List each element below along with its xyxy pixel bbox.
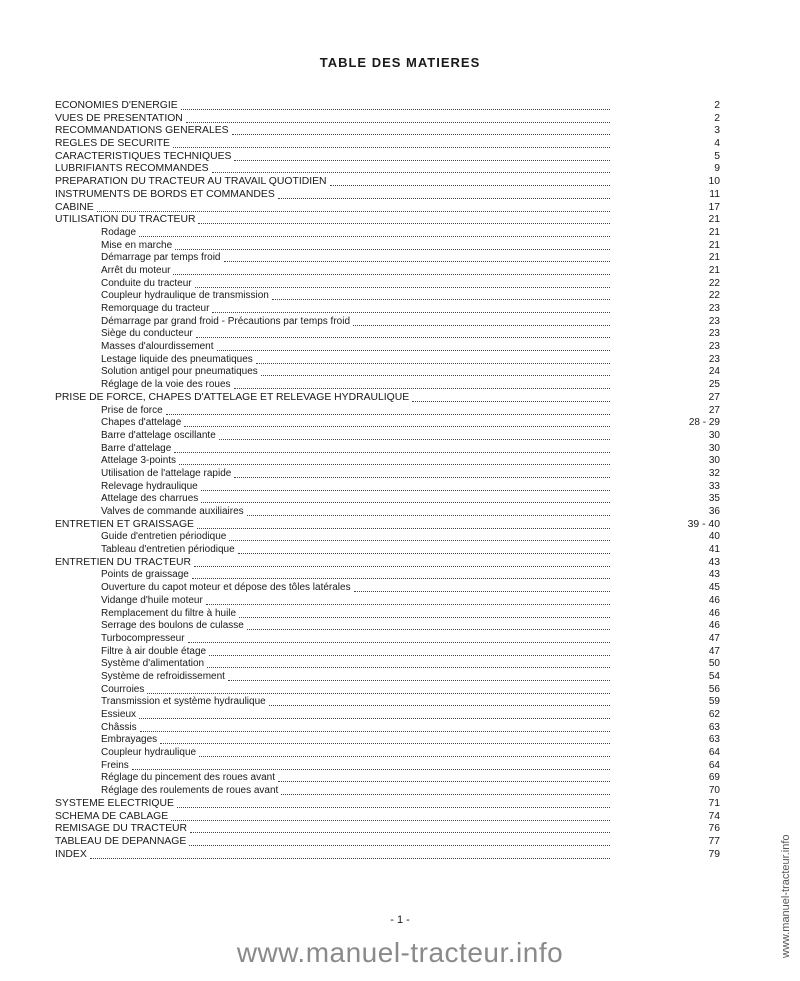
toc-entry bbox=[55, 798, 720, 811]
toc-entry-label: Mise en marche bbox=[101, 239, 173, 251]
toc-leader-dots bbox=[353, 317, 610, 326]
toc-leader-dots bbox=[234, 380, 610, 389]
toc-entry-label: Coupleur hydraulique de transmission bbox=[101, 290, 269, 302]
toc-entry bbox=[55, 544, 720, 557]
toc-entry-page: 64 bbox=[708, 759, 720, 771]
toc-entry-page: 77 bbox=[708, 835, 720, 847]
toc-entry bbox=[55, 684, 720, 697]
toc-entry-label: Remorquage du tracteur bbox=[101, 303, 210, 314]
toc-entry-label: CARACTERISTIQUES TECHNIQUES bbox=[55, 150, 232, 162]
toc-entry-page: 54 bbox=[708, 670, 720, 682]
toc-leader-dots bbox=[139, 228, 610, 237]
toc-entry-page: 43 bbox=[708, 556, 720, 568]
toc-entry-label: Barre d'attelage oscillante bbox=[101, 429, 216, 441]
toc-entry-label: Châssis bbox=[101, 721, 137, 733]
toc-entry bbox=[55, 189, 720, 202]
toc-leader-dots bbox=[330, 177, 610, 186]
toc-entry bbox=[55, 405, 720, 418]
toc-leader-dots bbox=[147, 685, 610, 694]
toc-entry-label: CABINE bbox=[55, 201, 94, 213]
toc-leader-dots bbox=[207, 659, 610, 668]
toc-leader-dots bbox=[256, 355, 610, 364]
toc-entry-page: 76 bbox=[708, 823, 720, 835]
toc-leader-dots bbox=[281, 786, 610, 795]
toc-entry bbox=[55, 785, 720, 798]
toc-entry-label: Attelage 3-points bbox=[101, 455, 177, 467]
toc-entry-label: Lestage liquide des pneumatiques bbox=[101, 353, 253, 365]
toc-leader-dots bbox=[228, 672, 610, 681]
toc-entry-label: Réglage des roulements de roues avant bbox=[101, 785, 279, 797]
toc-entry-label: Relevage hydraulique bbox=[101, 480, 198, 492]
toc-entry bbox=[55, 531, 720, 544]
toc-entry-page: 64 bbox=[708, 747, 720, 759]
toc-entry-label: Points de graissage bbox=[101, 569, 189, 581]
toc-entry bbox=[55, 747, 720, 760]
watermark: www.manuel-tracteur.info bbox=[236, 937, 564, 968]
toc-leader-dots bbox=[206, 596, 610, 605]
toc-leader-dots bbox=[188, 634, 610, 643]
toc-entry bbox=[55, 519, 720, 532]
toc-entry-label: PREPARATION DU TRACTEUR AU TRAVAIL QUOTIDIEN bbox=[55, 176, 327, 188]
toc-entry-page: 59 bbox=[708, 696, 720, 708]
toc-leader-dots bbox=[190, 824, 610, 833]
toc-entry bbox=[55, 265, 720, 278]
toc-entry bbox=[55, 506, 720, 519]
toc-entry bbox=[55, 671, 720, 684]
toc-entry-label: PRISE DE FORCE, CHAPES D'ATTELAGE ET RELEVAGE HYDRAULIQUE bbox=[55, 391, 410, 403]
toc-entry bbox=[55, 455, 720, 468]
toc-entry-page: 2 bbox=[714, 112, 720, 124]
toc-entry-label: Système de refroidissement bbox=[101, 670, 225, 682]
toc-entry-label: LUBRIFIANTS RECOMMANDES bbox=[55, 163, 209, 175]
toc-entry bbox=[55, 113, 720, 126]
toc-leader-dots bbox=[412, 393, 610, 402]
toc-entry bbox=[55, 595, 720, 608]
toc-entry-page: 25 bbox=[708, 379, 720, 391]
toc-leader-dots bbox=[212, 164, 610, 173]
toc-leader-dots bbox=[229, 532, 610, 541]
page-number: - 1 - bbox=[390, 914, 410, 926]
toc-leader-dots bbox=[201, 482, 610, 491]
toc-leader-dots bbox=[209, 647, 610, 656]
toc-entry bbox=[55, 366, 720, 379]
toc-entry bbox=[55, 722, 720, 735]
toc-entry bbox=[55, 341, 720, 354]
toc-leader-dots bbox=[90, 850, 610, 859]
toc-entry-label: RECOMMANDATIONS GENERALES bbox=[55, 125, 229, 137]
toc-leader-dots bbox=[194, 558, 610, 567]
toc-entry-label: REMISAGE DU TRACTEUR bbox=[55, 823, 188, 835]
toc-leader-dots bbox=[184, 418, 610, 427]
toc-entry-label: Réglage de la voie des roues bbox=[101, 379, 231, 391]
toc-entry bbox=[55, 493, 720, 506]
toc-entry-page: 50 bbox=[708, 658, 720, 670]
toc-leader-dots bbox=[186, 114, 610, 123]
toc-entry bbox=[55, 316, 720, 329]
toc-entry-label: Masses d'alourdissement bbox=[101, 341, 214, 353]
toc-leader-dots bbox=[354, 583, 610, 592]
toc-entry-page: 5 bbox=[714, 150, 720, 162]
toc-entry-label: Serrage des boulons de culasse bbox=[101, 620, 244, 632]
toc-leader-dots bbox=[278, 773, 610, 782]
toc-entry-page: 17 bbox=[708, 201, 720, 213]
toc-entry bbox=[55, 379, 720, 392]
toc-entry bbox=[55, 760, 720, 773]
toc-entry-page: 28 - 29 bbox=[688, 417, 720, 429]
toc-entry-page: 46 bbox=[708, 594, 720, 606]
toc-entry bbox=[55, 608, 720, 621]
toc-entry-page: 46 bbox=[708, 607, 720, 619]
table-of-contents bbox=[55, 100, 720, 861]
toc-entry-page: 3 bbox=[714, 125, 720, 137]
toc-entry-label: Guide d'entretien périodique bbox=[101, 531, 227, 543]
toc-entry bbox=[55, 214, 720, 227]
toc-entry-label: Freins bbox=[101, 759, 129, 771]
toc-leader-dots bbox=[198, 215, 610, 224]
toc-entry-label: SCHEMA DE CABLAGE bbox=[55, 810, 169, 822]
side-watermark: www.manuel-tracteur.info bbox=[780, 834, 792, 958]
toc-entry-label: Arrêt du moteur bbox=[101, 264, 171, 276]
toc-entry-page: 22 bbox=[708, 277, 720, 289]
toc-entry-page: 41 bbox=[708, 544, 720, 556]
toc-leader-dots bbox=[219, 431, 610, 440]
toc-entry bbox=[55, 392, 720, 405]
toc-entry-label: Filtre à air double étage bbox=[101, 645, 207, 657]
toc-entry-page: 11 bbox=[709, 188, 720, 200]
page-title: TABLE DES MATIERES bbox=[319, 55, 481, 70]
toc-entry-page: 43 bbox=[708, 569, 720, 581]
toc-entry-page: 21 bbox=[708, 252, 720, 264]
toc-entry bbox=[55, 138, 720, 151]
toc-entry bbox=[55, 240, 720, 253]
toc-leader-dots bbox=[175, 241, 610, 250]
toc-entry-page: 4 bbox=[714, 138, 720, 150]
toc-entry bbox=[55, 163, 720, 176]
toc-leader-dots bbox=[160, 735, 610, 744]
toc-leader-dots bbox=[139, 710, 610, 719]
toc-entry bbox=[55, 633, 720, 646]
toc-leader-dots bbox=[212, 304, 610, 313]
toc-leader-dots bbox=[189, 837, 610, 846]
toc-leader-dots bbox=[166, 406, 610, 415]
toc-entry bbox=[55, 811, 720, 824]
toc-entry-label: Chapes d'attelage bbox=[101, 417, 182, 429]
toc-entry-page: 69 bbox=[708, 772, 720, 784]
toc-entry-label: SYSTEME ELECTRIQUE bbox=[55, 797, 174, 809]
toc-entry-label: Utilisation de l'attelage rapide bbox=[101, 467, 232, 479]
toc-entry bbox=[55, 646, 720, 659]
toc-entry bbox=[55, 734, 720, 747]
toc-leader-dots bbox=[173, 266, 610, 275]
toc-entry-page: 30 bbox=[708, 442, 720, 454]
toc-leader-dots bbox=[234, 469, 610, 478]
toc-entry-page: 10 bbox=[708, 176, 720, 188]
toc-entry-page: 21 bbox=[708, 239, 720, 251]
toc-entry bbox=[55, 328, 720, 341]
toc-entry-page: 23 bbox=[708, 353, 720, 365]
toc-leader-dots bbox=[199, 748, 610, 757]
toc-entry-page: 33 bbox=[708, 480, 720, 492]
toc-entry-label: Prise de force bbox=[101, 404, 163, 416]
toc-entry-label: Turbocompresseur bbox=[101, 632, 185, 644]
toc-entry-page: 79 bbox=[708, 848, 720, 860]
toc-entry bbox=[55, 658, 720, 671]
toc-entry bbox=[55, 227, 720, 240]
toc-leader-dots bbox=[171, 812, 610, 821]
toc-entry bbox=[55, 468, 720, 481]
toc-entry-label: ENTRETIEN DU TRACTEUR bbox=[55, 556, 192, 568]
toc-entry-label: Conduite du tracteur bbox=[101, 277, 192, 289]
toc-leader-dots bbox=[181, 101, 610, 110]
toc-entry-page: 21 bbox=[708, 264, 720, 276]
toc-entry-label: TABLEAU DE DEPANNAGE bbox=[55, 835, 187, 847]
toc-leader-dots bbox=[247, 621, 610, 630]
toc-leader-dots bbox=[177, 799, 610, 808]
toc-entry-page: 24 bbox=[708, 366, 720, 378]
toc-entry-page: 63 bbox=[708, 734, 720, 746]
toc-leader-dots bbox=[196, 329, 610, 338]
toc-entry bbox=[55, 100, 720, 113]
toc-leader-dots bbox=[239, 609, 610, 618]
toc-entry-page: 47 bbox=[708, 645, 720, 657]
toc-entry-page: 39 - 40 bbox=[687, 518, 720, 530]
toc-leader-dots bbox=[197, 520, 610, 529]
toc-entry-page: 36 bbox=[708, 506, 720, 517]
toc-entry-page: 70 bbox=[708, 785, 720, 797]
toc-entry-page: 40 bbox=[708, 531, 720, 543]
toc-leader-dots bbox=[173, 139, 610, 148]
toc-entry-label: INSTRUMENTS DE BORDS ET COMMANDES bbox=[55, 188, 275, 200]
toc-entry-page: 2 bbox=[714, 100, 720, 111]
toc-leader-dots bbox=[232, 126, 610, 135]
toc-entry-page: 22 bbox=[708, 290, 720, 302]
toc-entry-label: Siège du conducteur bbox=[101, 328, 193, 340]
toc-entry-page: 27 bbox=[708, 391, 720, 403]
toc-entry-label: VUES DE PRESENTATION bbox=[55, 112, 183, 124]
toc-entry bbox=[55, 176, 720, 189]
toc-leader-dots bbox=[201, 494, 610, 503]
toc-entry-page: 32 bbox=[708, 467, 720, 479]
toc-entry bbox=[55, 278, 720, 291]
toc-leader-dots bbox=[234, 152, 610, 161]
toc-entry-page: 23 bbox=[708, 328, 720, 340]
toc-entry-page: 30 bbox=[708, 455, 720, 467]
toc-entry bbox=[55, 430, 720, 443]
toc-entry-label: Attelage des charrues bbox=[101, 493, 199, 505]
toc-entry-page: 23 bbox=[708, 303, 720, 314]
toc-entry-page: 74 bbox=[708, 810, 720, 822]
toc-leader-dots bbox=[97, 203, 610, 212]
toc-entry-page: 21 bbox=[708, 226, 720, 238]
toc-leader-dots bbox=[261, 367, 610, 376]
toc-entry bbox=[55, 354, 720, 367]
toc-entry-label: Tableau d'entretien périodique bbox=[101, 544, 235, 556]
toc-entry-page: 9 bbox=[714, 163, 720, 175]
toc-entry-label: Démarrage par grand froid - Précautions par temps froid bbox=[101, 315, 351, 327]
toc-entry-label: Valves de commande auxiliaires bbox=[101, 506, 244, 517]
toc-entry bbox=[55, 836, 720, 849]
toc-leader-dots bbox=[195, 279, 610, 288]
toc-entry-page: 45 bbox=[708, 582, 720, 594]
toc-leader-dots bbox=[179, 456, 610, 465]
toc-entry bbox=[55, 709, 720, 722]
toc-entry-label: Embrayages bbox=[101, 734, 158, 746]
toc-entry-label: INDEX bbox=[55, 848, 87, 860]
toc-leader-dots bbox=[272, 291, 610, 300]
toc-entry-label: REGLES DE SECURITE bbox=[55, 138, 170, 150]
toc-entry-label: ENTRETIEN ET GRAISSAGE bbox=[55, 518, 194, 530]
toc-entry bbox=[55, 557, 720, 570]
toc-entry-page: 23 bbox=[708, 341, 720, 353]
toc-entry bbox=[55, 202, 720, 215]
toc-leader-dots bbox=[132, 761, 610, 770]
toc-entry-label: ECONOMIES D'ENERGIE bbox=[55, 100, 178, 111]
toc-entry-label: Démarrage par temps froid bbox=[101, 252, 221, 264]
toc-entry bbox=[55, 696, 720, 709]
toc-entry-label: Rodage bbox=[101, 226, 137, 238]
toc-leader-dots bbox=[192, 570, 610, 579]
toc-entry-label: Solution antigel pour pneumatiques bbox=[101, 366, 258, 378]
toc-entry-label: Vidange d'huile moteur bbox=[101, 594, 203, 606]
toc-leader-dots bbox=[224, 253, 611, 262]
toc-entry bbox=[55, 443, 720, 456]
toc-leader-dots bbox=[140, 723, 610, 732]
toc-entry-label: Système d'alimentation bbox=[101, 658, 205, 670]
toc-entry bbox=[55, 125, 720, 138]
toc-entry bbox=[55, 772, 720, 785]
toc-entry bbox=[55, 823, 720, 836]
toc-entry-page: 62 bbox=[708, 709, 720, 720]
toc-entry-page: 27 bbox=[708, 404, 720, 416]
toc-entry-page: 56 bbox=[708, 683, 720, 695]
toc-leader-dots bbox=[174, 444, 610, 453]
toc-entry-page: 71 bbox=[708, 797, 720, 809]
toc-entry-label: Essieux bbox=[101, 709, 137, 720]
toc-entry bbox=[55, 417, 720, 430]
toc-entry bbox=[55, 481, 720, 494]
toc-entry bbox=[55, 252, 720, 265]
toc-entry-label: Courroies bbox=[101, 683, 145, 695]
toc-entry-page: 30 bbox=[708, 429, 720, 441]
toc-entry-label: Réglage du pincement des roues avant bbox=[101, 772, 276, 784]
toc-entry-label: Barre d'attelage bbox=[101, 442, 172, 454]
toc-entry-page: 63 bbox=[708, 721, 720, 733]
toc-entry-page: 46 bbox=[708, 620, 720, 632]
toc-entry-page: 47 bbox=[708, 632, 720, 644]
toc-entry-label: Transmission et système hydraulique bbox=[101, 696, 266, 708]
toc-entry bbox=[55, 290, 720, 303]
toc-leader-dots bbox=[247, 507, 610, 516]
toc-entry bbox=[55, 620, 720, 633]
toc-entry-label: UTILISATION DU TRACTEUR bbox=[55, 214, 196, 226]
toc-entry bbox=[55, 569, 720, 582]
toc-entry-page: 23 bbox=[708, 315, 720, 327]
toc-entry-label: Ouverture du capot moteur et dépose des tôles latérales bbox=[101, 582, 351, 594]
toc-entry-page: 21 bbox=[708, 214, 720, 226]
toc-entry bbox=[55, 151, 720, 164]
toc-leader-dots bbox=[238, 545, 610, 554]
toc-entry-label: Remplacement du filtre à huile bbox=[101, 607, 237, 619]
toc-leader-dots bbox=[269, 697, 610, 706]
toc-entry-label: Coupleur hydraulique bbox=[101, 747, 197, 759]
toc-leader-dots bbox=[217, 342, 610, 351]
toc-entry-page: 35 bbox=[708, 493, 720, 505]
toc-leader-dots bbox=[278, 190, 610, 199]
toc-entry bbox=[55, 303, 720, 316]
toc-entry bbox=[55, 849, 720, 862]
toc-entry bbox=[55, 582, 720, 595]
